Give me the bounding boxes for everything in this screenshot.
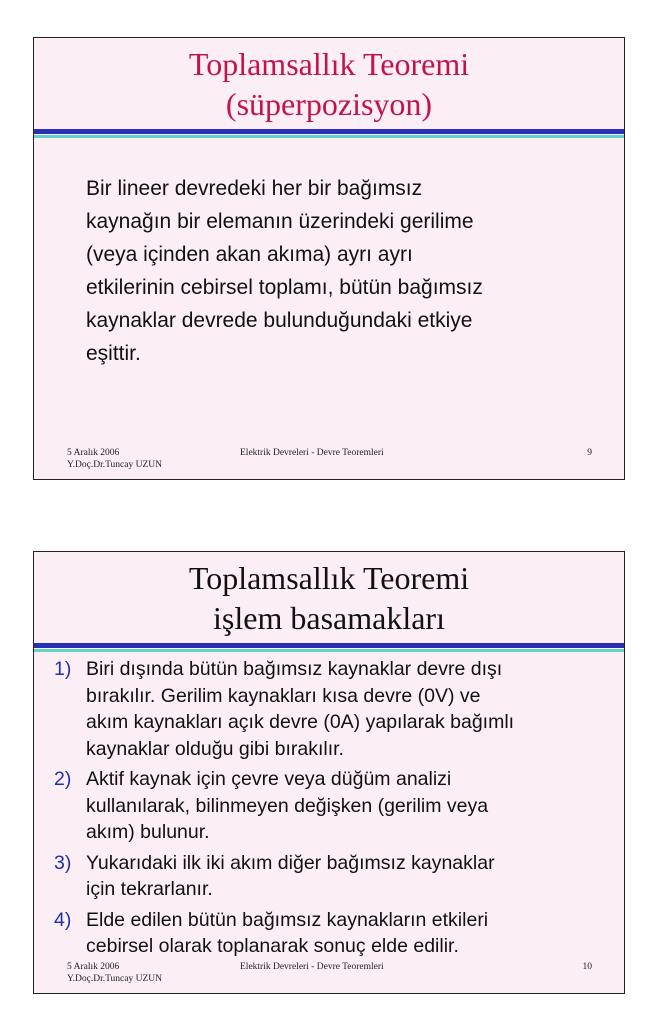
- footer-left: [67, 961, 162, 985]
- body-line: etkilerinin cebirsel toplamı, bütün bağımsız: [86, 276, 483, 299]
- body-line: eşittir.: [86, 342, 141, 365]
- step-line: cebirsel olarak toplanarak sonuç elde edilir.: [86, 935, 459, 957]
- step-line: akım) bulunur.: [86, 821, 210, 843]
- step-number: 3): [54, 851, 72, 874]
- title-rule-cyan: [34, 135, 624, 138]
- step-number: 2): [54, 768, 72, 790]
- step-line: için tekrarlanır.: [86, 878, 213, 900]
- step-line: bırakılır. Gerilim kaynakları kısa devre (0V) ve: [86, 684, 481, 707]
- title-rule-cyan: [34, 649, 624, 652]
- body-line: (veya içinden akan akıma) ayrı ayrı: [86, 243, 413, 266]
- steps-list: [54, 656, 614, 964]
- step-line: akım kaynakları açık devre (0A) yapılarak bağımlı: [86, 711, 515, 733]
- step-line: Yukarıdaki ilk iki akım diğer bağımsız kaynaklar: [86, 851, 495, 874]
- step-line: kaynaklar olduğu gibi bırakılır.: [86, 737, 344, 760]
- body-line: Bir lineer devredeki her bir bağımsız: [86, 177, 423, 200]
- step-line: kullanılarak, bilinmeyen değişken (gerilim veya: [86, 794, 489, 817]
- title-line-2: (süperpozisyon): [225, 86, 433, 122]
- footer-date: 5 Aralık 2006: [67, 962, 120, 972]
- footer-author: Y.Doç.Dr.Tuncay UZUN: [67, 974, 162, 984]
- step-item: [54, 766, 614, 846]
- footer-course: Elektrik Devreleri - Devre Teoremleri: [240, 962, 384, 972]
- title-line-2: işlem basamakları: [213, 600, 445, 636]
- slide-title: [34, 44, 624, 124]
- footer-course: Elektrik Devreleri - Devre Teoremleri: [240, 448, 384, 458]
- step-number: 4): [54, 908, 72, 931]
- title-rule-blue: [34, 129, 624, 134]
- footer-left: [67, 447, 162, 471]
- step-line: Aktif kaynak için çevre veya düğüm analizi: [86, 768, 452, 790]
- step-item: [54, 656, 614, 762]
- slide-10: [33, 551, 625, 994]
- footer-page-number: 10: [582, 962, 592, 972]
- title-line-1: Toplamsallık Teoremi: [188, 46, 470, 82]
- step-number: 1): [54, 658, 72, 680]
- body-line: kaynaklar devrede bulunduğundaki etkiye: [86, 309, 473, 332]
- slide-title: [34, 558, 624, 638]
- title-rule-blue: [34, 643, 624, 648]
- step-line: Biri dışında bütün bağımsız kaynaklar devre dışı: [86, 658, 503, 680]
- footer-author: Y.Doç.Dr.Tuncay UZUN: [67, 460, 162, 470]
- step-line: Elde edilen bütün bağımsız kaynakların etkileri: [86, 908, 489, 931]
- step-item: [54, 907, 614, 960]
- step-item: [54, 850, 614, 903]
- footer-page-number: 9: [587, 448, 592, 458]
- footer-date: 5 Aralık 2006: [67, 448, 120, 458]
- slide-9: [33, 37, 625, 480]
- slide-body: [86, 172, 606, 370]
- title-line-1: Toplamsallık Teoremi: [188, 560, 470, 596]
- body-line: kaynağın bir elemanın üzerindeki gerilime: [86, 210, 474, 233]
